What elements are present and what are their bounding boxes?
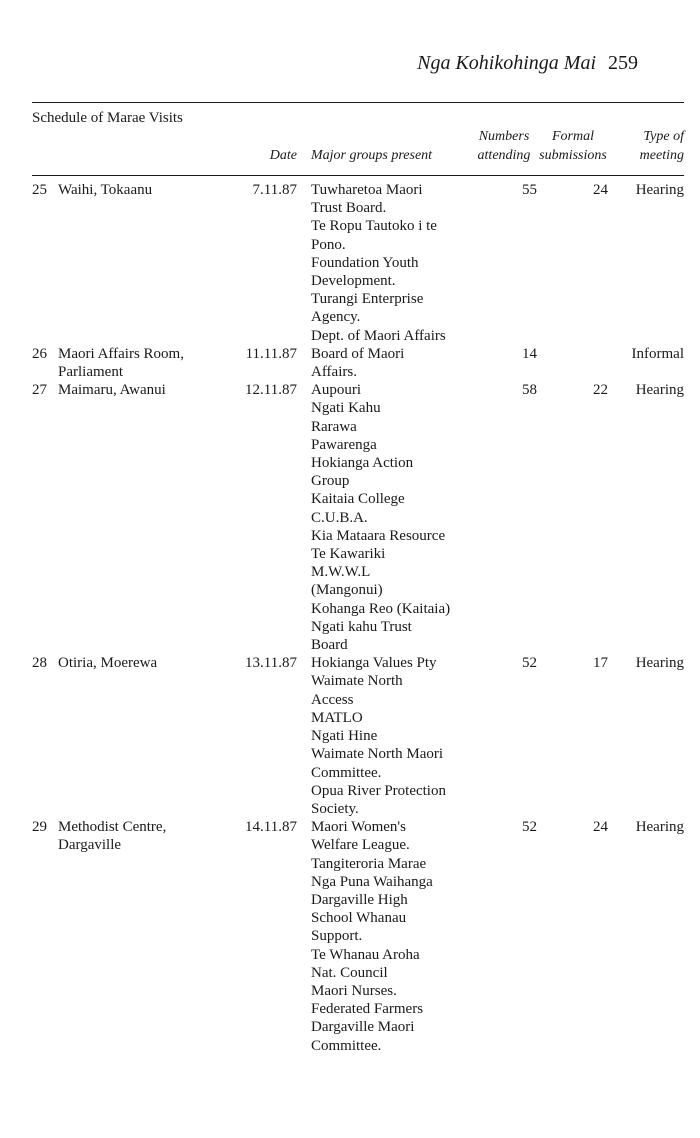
group-line: Dargaville High: [311, 891, 408, 908]
group-line: Maori Women's: [311, 819, 406, 836]
group-line: Turangi Enterprise: [311, 291, 424, 308]
group-line: Waimate North: [311, 673, 403, 690]
meeting-type: Hearing: [635, 182, 684, 198]
group-line: Kaitaia College: [311, 491, 405, 508]
numbers-attending: 52: [522, 819, 537, 836]
visit-place: [58, 654, 233, 672]
table-row: [0, 381, 700, 654]
visit-place: [58, 381, 233, 399]
visit-date: 14.11.87: [245, 819, 297, 836]
major-groups: [311, 818, 481, 1055]
visit-place: [58, 181, 233, 199]
major-groups: [311, 345, 481, 381]
formal-submissions: 24: [593, 182, 608, 198]
group-line: Opua River Protection: [311, 782, 446, 799]
group-line: Kia Mataara Resource: [311, 527, 446, 544]
group-line: Pawarenga: [311, 436, 377, 453]
meeting-type: Hearing: [635, 819, 684, 836]
group-line: Foundation Youth: [311, 254, 419, 271]
table-row: [0, 818, 700, 1055]
visit-number: 27: [32, 382, 47, 399]
visit-number: 26: [32, 345, 47, 362]
formal-submissions: 17: [593, 655, 608, 672]
group-line: Te Ropu Tautoko i te: [311, 218, 437, 235]
column-header-formal-line1: Formal: [552, 129, 594, 144]
group-line: Trust Board.: [311, 200, 387, 217]
group-line: Tuwharetoa Maori: [311, 182, 423, 198]
column-header-type-line1: Type of: [643, 129, 684, 144]
group-line: Ngati Kahu: [311, 400, 381, 417]
page-number: 259: [608, 52, 638, 74]
group-line: School Whanau: [311, 910, 407, 927]
formal-submissions: 22: [593, 382, 608, 399]
group-line: Committee.: [311, 764, 382, 781]
group-line: Federated Farmers: [311, 1001, 424, 1018]
group-line: Waimate North Maori: [311, 746, 444, 763]
visit-place: [58, 818, 233, 854]
visit-place-line: Maimaru, Awanui: [58, 382, 166, 399]
group-line: Group: [311, 473, 350, 490]
table-row: [0, 181, 700, 345]
group-line: Society.: [311, 800, 359, 817]
header-rule: [32, 175, 684, 176]
group-line: Pono.: [311, 236, 346, 253]
group-line: C.U.B.A.: [311, 509, 368, 526]
visit-place-line: Maori Affairs Room,: [58, 345, 184, 362]
group-line: Rarawa: [311, 418, 357, 435]
group-line: Support.: [311, 928, 363, 945]
visit-number: 28: [32, 655, 47, 672]
group-line: Access: [311, 691, 354, 708]
table-row: [0, 345, 700, 381]
group-line: Nga Puna Waihanga: [311, 873, 433, 890]
visit-number: 25: [32, 182, 47, 198]
column-header-numbers-line2: attending: [477, 148, 531, 163]
group-line: (Mangonui): [311, 582, 383, 599]
group-line: MATLO: [311, 709, 363, 726]
visit-date: 11.11.87: [245, 345, 297, 362]
group-line: Hokianga Values Pty: [311, 655, 437, 672]
group-line: Hokianga Action: [311, 455, 414, 472]
visit-place-line: Otiria, Moerewa: [58, 655, 158, 672]
visit-date: 13.11.87: [245, 655, 297, 672]
schedule-table: [0, 181, 700, 1055]
meeting-type: Informal: [631, 345, 684, 362]
group-line: Te Whanau Aroha: [311, 946, 420, 963]
group-line: Tangiteroria Marae: [311, 855, 427, 872]
column-header-numbers: [472, 127, 536, 165]
column-header-numbers-line1: Numbers: [478, 129, 530, 144]
group-line: Maori Nurses.: [311, 982, 397, 999]
group-line: Kohanga Reo (Kaitaia): [311, 600, 451, 617]
group-line: Ngati kahu Trust: [311, 618, 412, 635]
visit-place-line: Dargaville: [58, 837, 122, 854]
group-line: Ngati Hine: [311, 728, 378, 745]
book-title: Nga Kohikohinga Mai: [417, 52, 596, 74]
top-rule: [32, 102, 684, 103]
group-line: Te Kawariki: [311, 546, 386, 563]
numbers-attending: 55: [522, 182, 537, 198]
group-line: Dept. of Maori Affairs: [311, 327, 446, 344]
running-header: [417, 52, 638, 75]
major-groups: [311, 381, 481, 654]
visit-place-line: Methodist Centre,: [58, 819, 167, 836]
visit-date: 7.11.87: [252, 182, 297, 198]
numbers-attending: 14: [522, 345, 537, 362]
group-line: M.W.W.L: [311, 564, 371, 581]
numbers-attending: 52: [522, 655, 537, 672]
column-header-date: Date: [269, 148, 297, 163]
meeting-type: Hearing: [635, 382, 684, 399]
column-header-type-line2: meeting: [639, 148, 684, 163]
column-header-type: [640, 127, 684, 165]
group-line: Nat. Council: [311, 964, 388, 981]
schedule-title: Schedule of Marae Visits: [32, 110, 183, 126]
column-header-formal: [536, 127, 610, 165]
group-line: Board of Maori: [311, 345, 405, 362]
column-header-formal-line2: submissions: [539, 148, 607, 163]
visit-date: 12.11.87: [245, 382, 297, 399]
group-line: Development.: [311, 273, 396, 290]
visit-place: [58, 345, 233, 381]
meeting-type: Hearing: [635, 655, 684, 672]
group-line: Affairs.: [311, 364, 357, 381]
major-groups: [311, 181, 481, 345]
visit-place-line: Parliament: [58, 364, 123, 381]
column-header-groups: Major groups present: [311, 148, 433, 163]
group-line: Committee.: [311, 1037, 382, 1054]
group-line: Aupouri: [311, 382, 361, 399]
group-line: Agency.: [311, 309, 361, 326]
group-line: Welfare League.: [311, 837, 410, 854]
numbers-attending: 58: [522, 382, 537, 399]
group-line: Board: [311, 637, 348, 654]
table-row: [0, 654, 700, 818]
formal-submissions: 24: [593, 819, 608, 836]
major-groups: [311, 654, 481, 818]
visit-number: 29: [32, 819, 47, 836]
group-line: Dargaville Maori: [311, 1019, 415, 1036]
visit-place-line: Waihi, Tokaanu: [58, 182, 153, 198]
